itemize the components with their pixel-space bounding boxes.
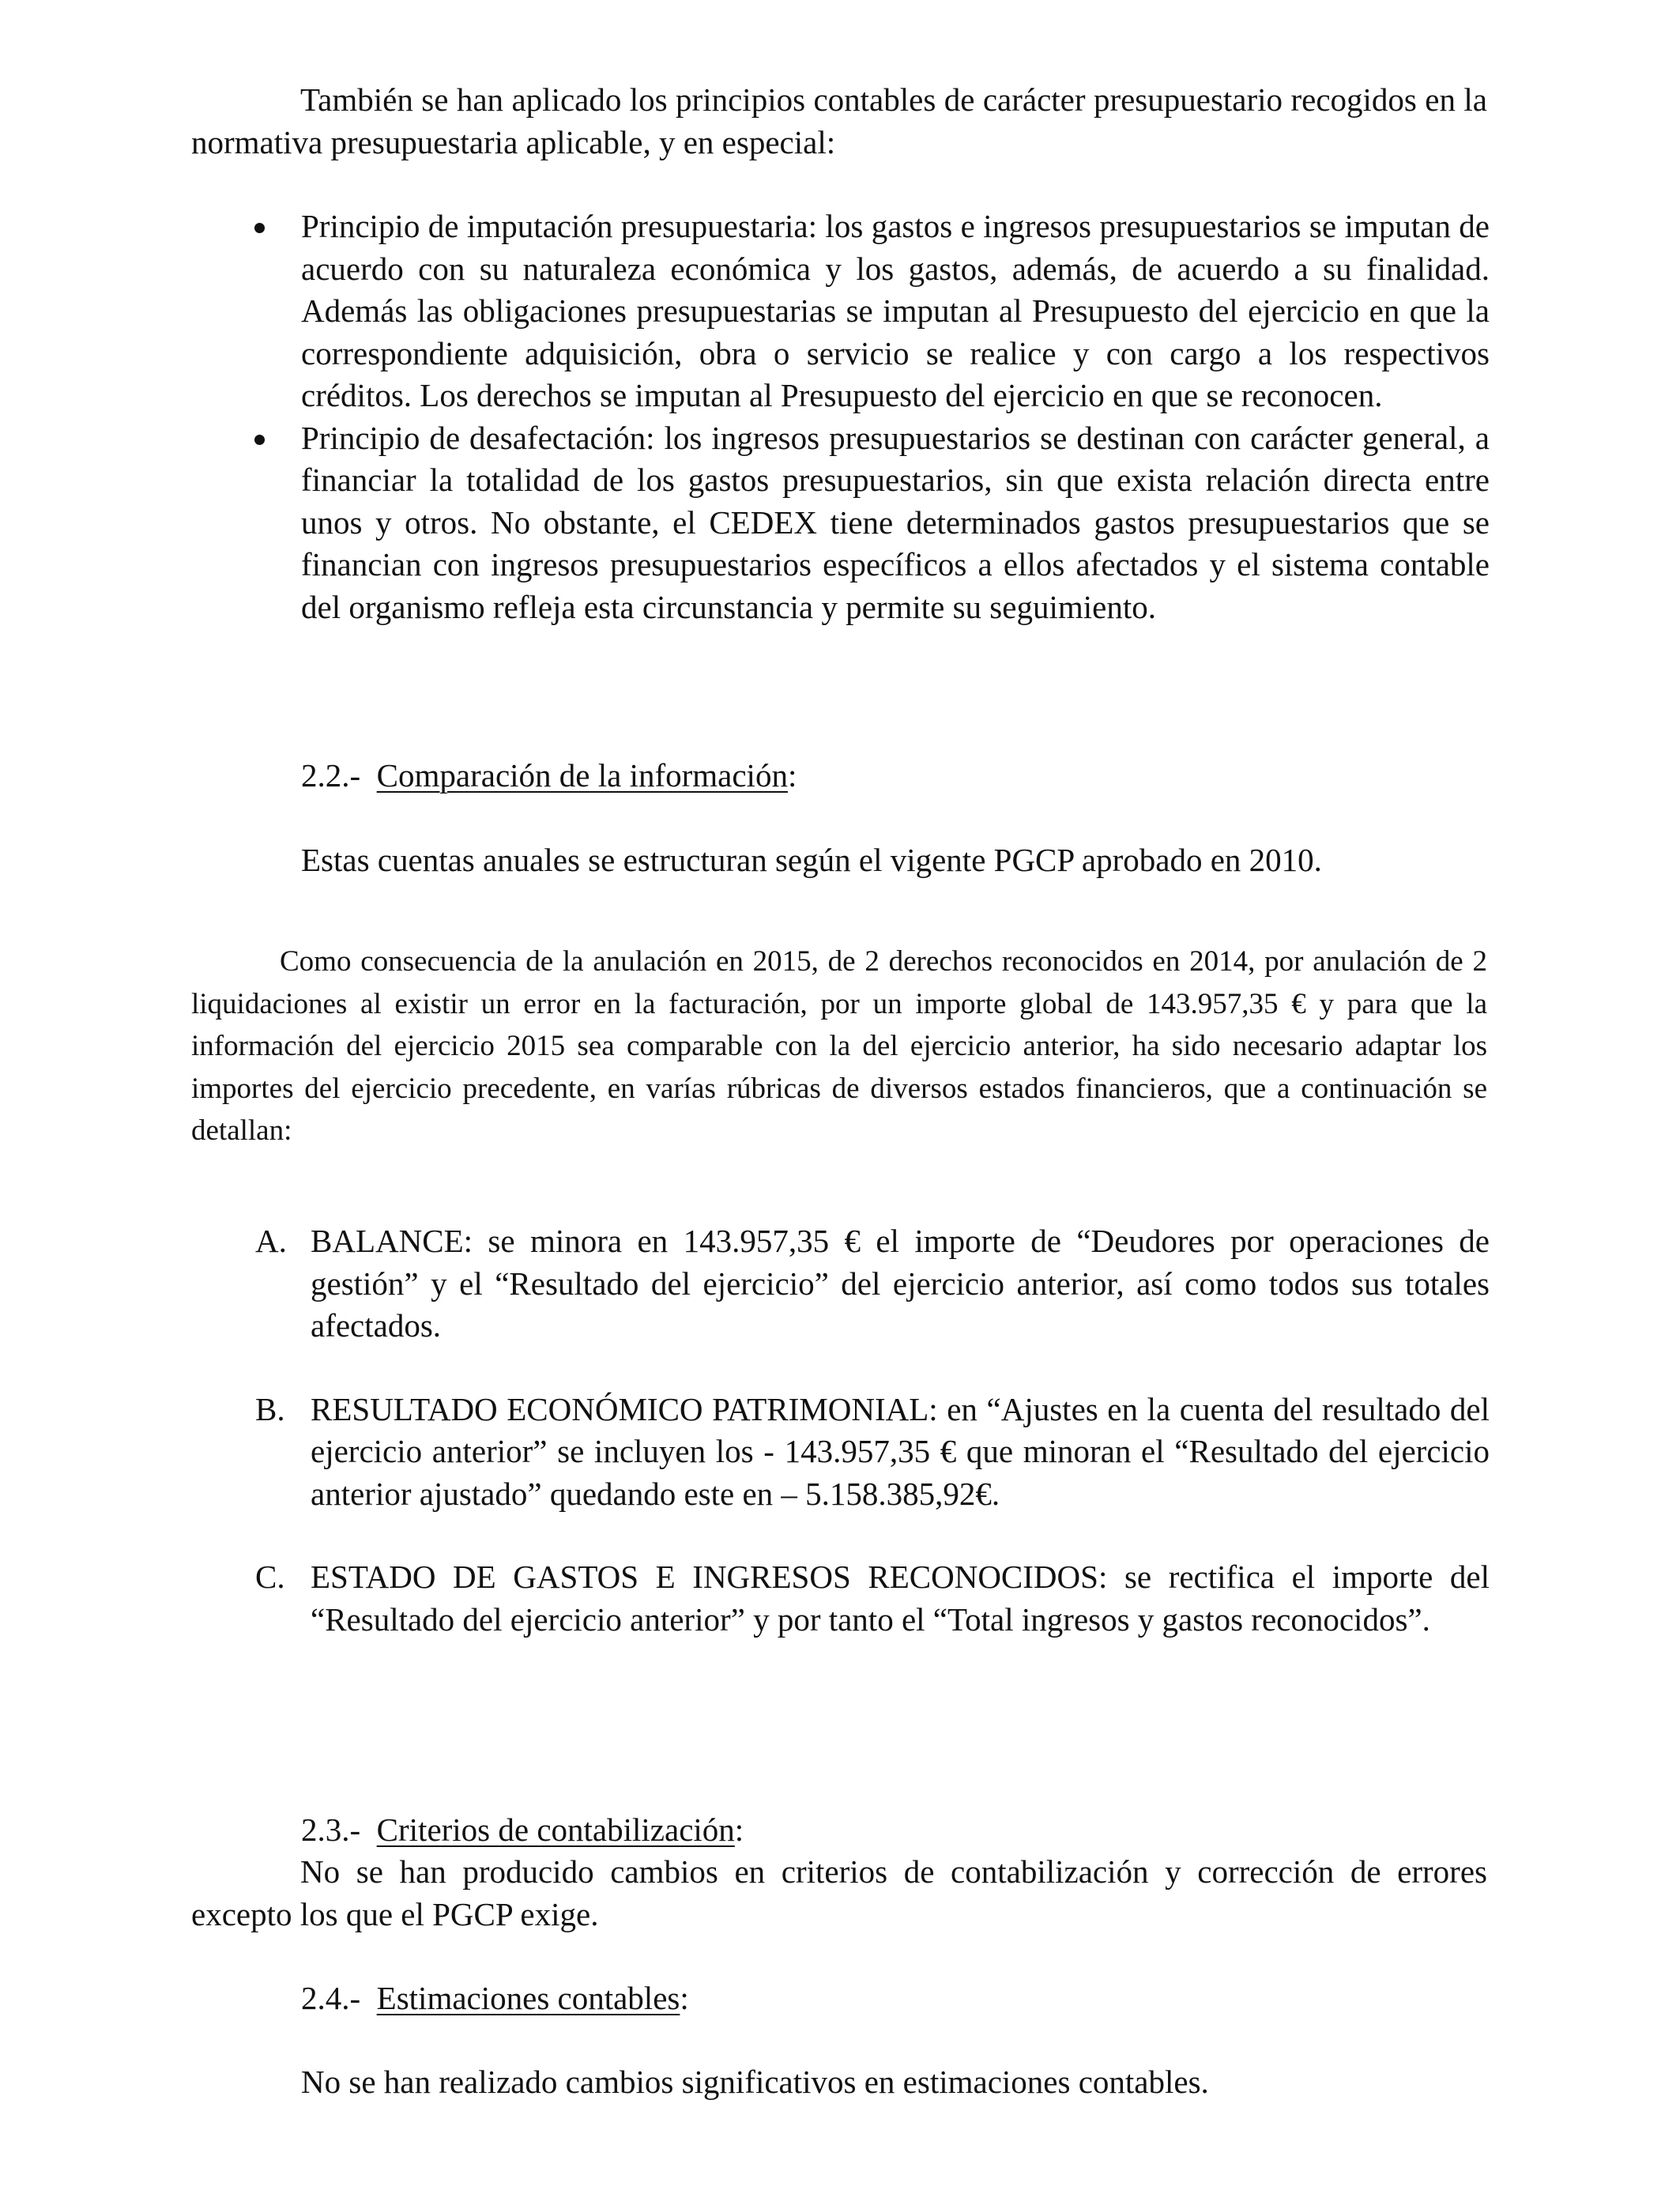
list-item (253, 417, 1490, 629)
list-marker: B. (255, 1390, 285, 1427)
section-body-2-2: Estas cuentas anuales se estructuran según el vigente PGCP aprobado en 2010. (301, 842, 1322, 878)
section-number: 2.3.- (301, 1811, 361, 1848)
principles-list (253, 205, 1490, 628)
bullet-icon (254, 223, 265, 233)
section-title: Estimaciones contables (376, 1980, 680, 2016)
section-title: Criterios de contabilización (376, 1811, 735, 1848)
principle-text: Principio de imputación presupuestaria: los gastos e ingresos presupuestarios se imputan de acuerdo con su naturaleza económica y los gastos, además, de acuerdo a su finalidad. Además las obligaciones presupuestarias se imputan al Presupuesto del ejercicio en que la correspondiente adquisición, obra o servicio se realice y con cargo a los respectivos créditos. Los derechos se imputan al Presupuesto del ejercicio en que se reconocen. (301, 208, 1490, 413)
section-number: 2.4.- (301, 1980, 361, 2016)
list-item (253, 1556, 1490, 1641)
adjustment-text: RESULTADO ECONÓMICO PATRIMONIAL: en “Ajustes en la cuenta del resultado del ejercicio anterior” se incluyen los - 143.957,35 € que minoran el “Resultado del ejercicio anterior ajustado” quedando este en – 5.158.385,92€. (311, 1390, 1490, 1512)
intro-paragraph: También se han aplicado los principios contables de carácter presupuestario recogidos en la normativa presupuestaria aplicable, y en especial: (191, 81, 1487, 160)
adjustments-list (253, 1220, 1490, 1641)
section-suffix: : (680, 1980, 689, 2016)
list-item (253, 1389, 1490, 1516)
list-item (253, 205, 1490, 417)
list-item (253, 1220, 1490, 1348)
adjustment-text: BALANCE: se minora en 143.957,35 € el importe de “Deudores por operaciones de gestión” y el “Resultado del ejercicio” del ejercicio anterior, así como todos sus totales afectados. (311, 1223, 1490, 1344)
principle-text: Principio de desafectación: los ingresos presupuestarios se destinan con carácter general, a financiar la totalidad de los gastos presupuestarios, sin que exista relación directa entre unos y otros. No obstante, el CEDEX tiene determinados gastos presupuestarios que se financian con ingresos presupuestarios específicos a ellos afectados y el sistema contable del organismo refleja esta circunstancia y permite su seguimiento. (301, 419, 1490, 625)
section-heading-2-4 (301, 1977, 689, 2020)
list-marker: C. (255, 1559, 285, 1595)
adjustment-text: ESTADO DE GASTOS E INGRESOS RECONOCIDOS: se rectifica el importe del “Resultado del ejercicio anterior” y por tanto el “Total ingresos y gastos reconocidos”. (311, 1559, 1490, 1638)
section-number: 2.2.- (301, 757, 361, 794)
section-title: Comparación de la información (376, 757, 788, 794)
section-suffix: : (734, 1811, 744, 1848)
bullet-icon (254, 435, 265, 445)
section-heading-2-3 (301, 1809, 744, 1852)
section-body-2-4: No se han realizado cambios significativos en estimaciones contables. (301, 2064, 1209, 2100)
list-marker: A. (255, 1223, 287, 1259)
section-body-2-3: No se han producido cambios en criterios de contabilización y corrección de errores excepto los que el PGCP exige. (191, 1853, 1487, 1932)
section-heading-2-2 (301, 755, 797, 797)
comparison-paragraph: Como consecuencia de la anulación en 2015, de 2 derechos reconocidos en 2014, por anulación de 2 liquidaciones al existir un error en la facturación, por un importe global de 143.957,35 € y para que la información del ejercicio 2015 sea comparable con la del ejercicio anterior, ha sido necesario adaptar los importes del ejercicio precedente, en varías rúbricas de diversos estados financieros, que a continuación se detallan: (191, 945, 1487, 1147)
section-suffix: : (787, 757, 797, 794)
